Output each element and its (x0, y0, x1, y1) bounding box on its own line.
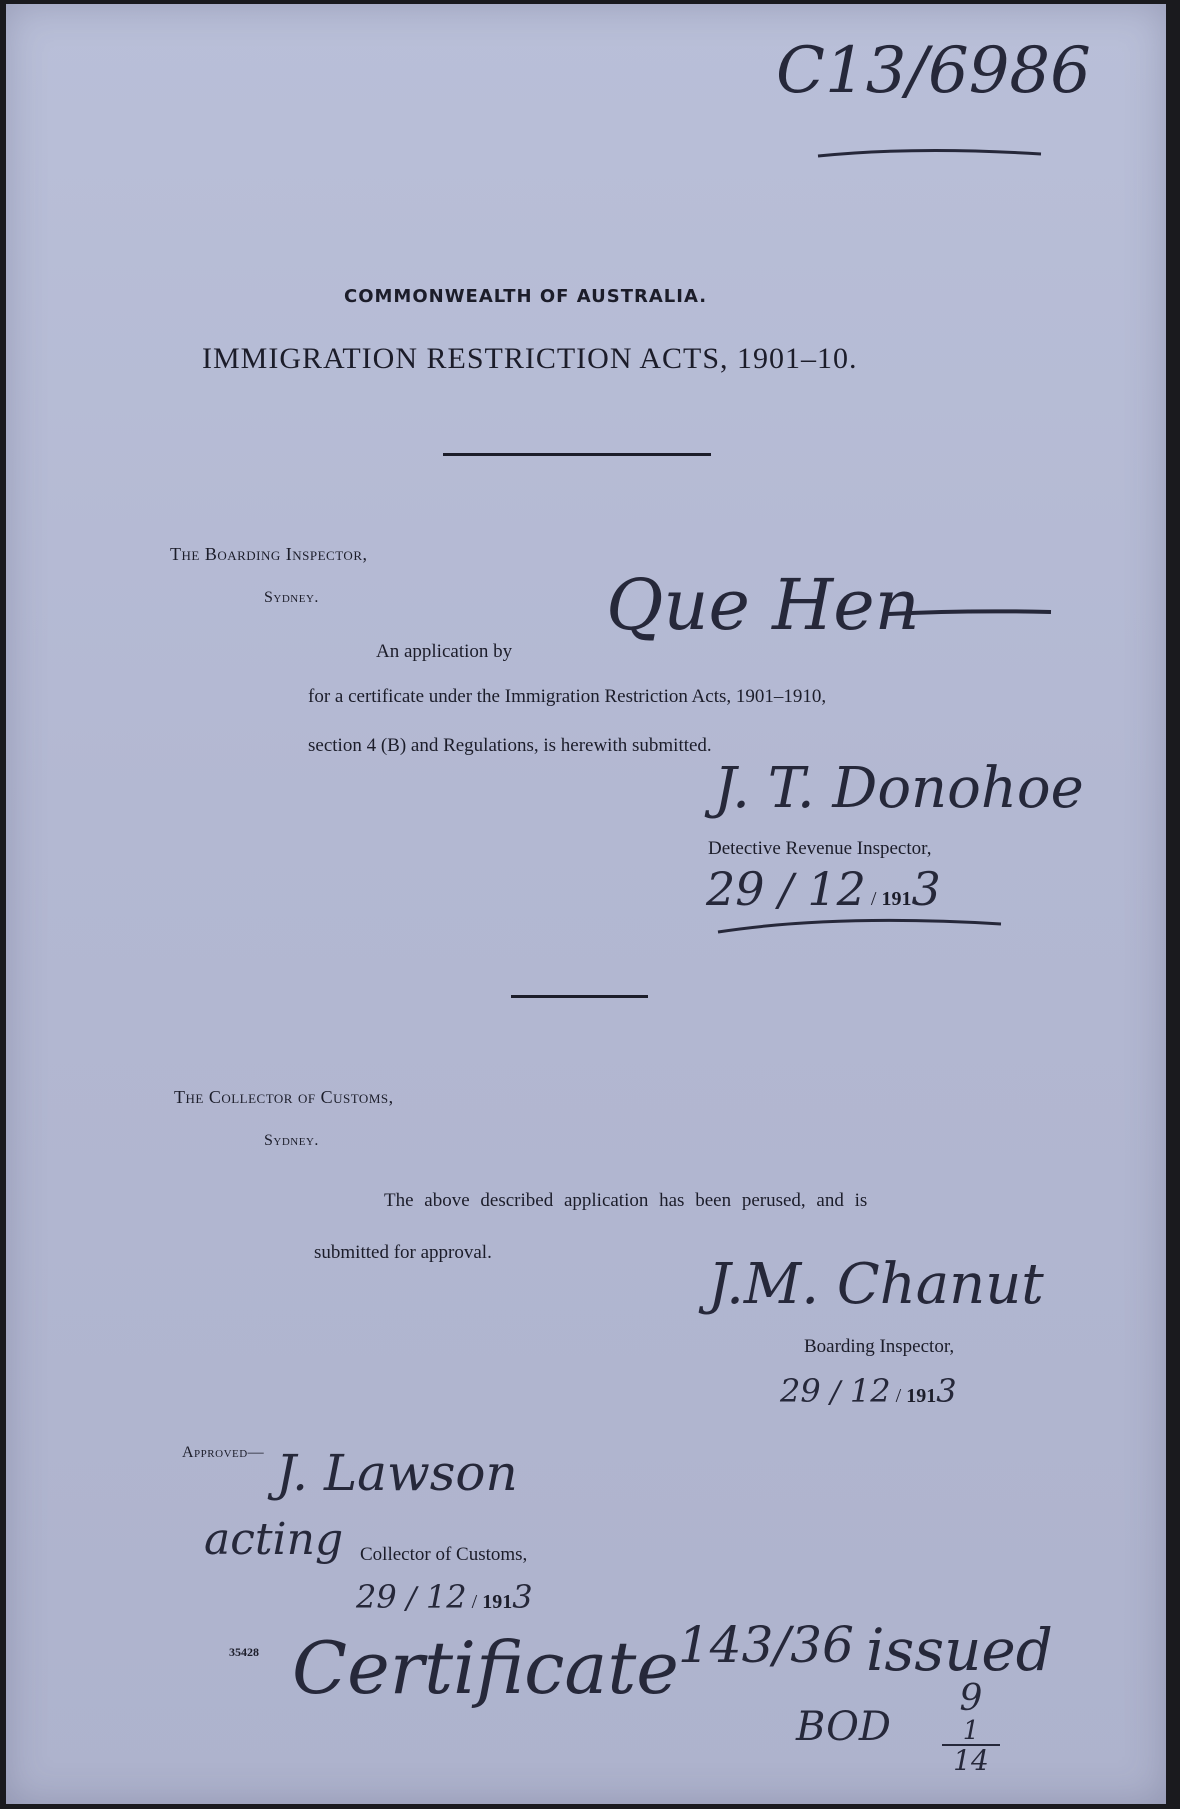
addressee-city-1: Sydney. (264, 589, 319, 606)
boarding-inspector-title: Boarding Inspector, (804, 1336, 955, 1357)
collector-signature: J. Lawson (276, 1444, 518, 1502)
addressee-city-2: Sydney. (264, 1132, 319, 1149)
divider-middle (511, 995, 648, 998)
detective-date-month: 12 (807, 862, 866, 916)
footer-date-top: 9 (959, 1678, 983, 1719)
boarding-inspector-signature: J.M. Chanut (708, 1252, 1044, 1317)
act-heading: IMMIGRATION RESTRICTION ACTS, 1901–10. (202, 342, 858, 375)
approval-date-month: 12 (425, 1578, 467, 1616)
approved-label: Approved— (182, 1444, 265, 1461)
applicant-name-flourish (886, 604, 1056, 624)
perusal-body-line-1: The above described application has been perused, and is (384, 1190, 868, 1211)
perusal-body-line-2: submitted for approval. (314, 1242, 492, 1263)
boarding-inspector-date: 29 / 12 / 1913 (780, 1372, 957, 1410)
application-body-line-1: for a certificate under the Immigration Restriction Acts, 1901–1910, (308, 686, 827, 707)
file-reference-underline (816, 144, 1046, 164)
boarding-date-day: 29 (780, 1372, 821, 1410)
footer-initials: BOD (796, 1704, 891, 1750)
detective-date-year-prefix: 191 (881, 888, 912, 910)
file-reference: C13/6986 (776, 34, 1091, 108)
detective-date-underline (716, 914, 1006, 938)
detective-signature: J. T. Donohoe (714, 756, 1084, 821)
application-body-line-2: section 4 (B) and Regulations, is herewith submitted. (308, 735, 712, 756)
detective-date: 29 / 12 / 1913 (706, 862, 941, 916)
approval-date: 29 / 12 / 1913 (356, 1578, 533, 1616)
boarding-date-year-prefix: 191 (906, 1385, 937, 1407)
applicant-name: Que Hen (606, 564, 920, 646)
certificate-issued: issued (866, 1616, 1053, 1684)
jurisdiction-heading: COMMONWEALTH OF AUSTRALIA. (344, 286, 708, 307)
detective-date-year-suffix: 3 (911, 862, 941, 916)
addressee-collector: The Collector of Customs, (174, 1087, 394, 1107)
application-intro: An application by (376, 641, 513, 662)
detective-date-day: 29 (706, 862, 765, 916)
certificate-number: 143/36 (678, 1616, 854, 1674)
boarding-date-month: 12 (849, 1372, 891, 1410)
approval-date-year-suffix: 3 (512, 1578, 533, 1616)
detective-title: Detective Revenue Inspector, (708, 838, 932, 859)
divider-top (443, 453, 711, 456)
collector-title: Collector of Customs, (360, 1544, 528, 1565)
acting-annotation: acting (204, 1514, 344, 1565)
certificate-note: Certificate (292, 1626, 679, 1710)
form-number: 35428 (229, 1645, 259, 1659)
footer-date (936, 1680, 1006, 1776)
approval-date-day: 29 (356, 1578, 397, 1616)
addressee-boarding-inspector: The Boarding Inspector, (170, 544, 368, 564)
footer-date-mid: 1 (962, 1716, 980, 1746)
boarding-date-year-suffix: 3 (936, 1372, 957, 1410)
footer-date-bottom: 14 (953, 1744, 989, 1777)
approval-date-year-prefix: 191 (482, 1591, 513, 1613)
document-page (6, 4, 1166, 1804)
